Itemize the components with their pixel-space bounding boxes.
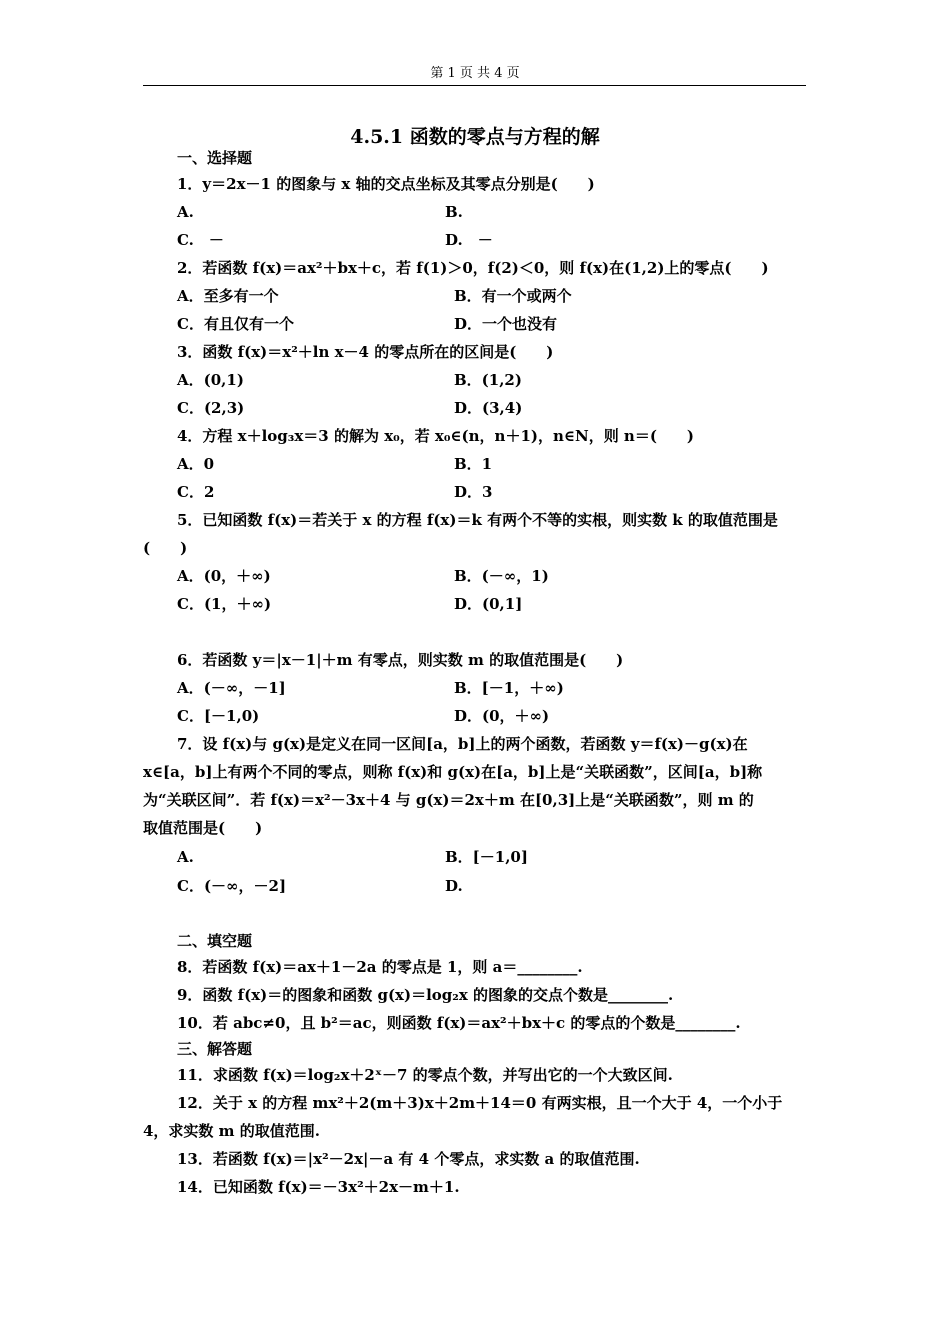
question-6-option-a: A．(－∞，－1]	[177, 679, 286, 697]
question-6-option-b: B．[－1，＋∞)	[454, 679, 564, 697]
question-1-option-b: B.	[445, 203, 463, 221]
question-10: 10．若 abc≠0，且 b²＝ac，则函数 f(x)＝ax²＋bx＋c 的零点的个数是________.	[177, 1014, 741, 1032]
section-heading-choice: 一、选择题	[177, 149, 253, 167]
question-4-stem: 4．方程 x＋log₃x＝3 的解为 x₀，若 x₀∈(n，n＋1)，n∈N，则 n＝( )	[177, 427, 695, 445]
question-7-stem-line-2: x∈[a，b]上有两个不同的零点，则称 f(x)和 g(x)在[a，b]上是“关联函数”，区间[a，b]称	[143, 763, 763, 781]
question-1-option-d: D. －	[445, 231, 493, 249]
question-7-option-c: C．(－∞，－2]	[177, 877, 287, 895]
question-12-line-2: 4，求实数 m 的取值范围.	[143, 1122, 320, 1140]
question-11: 11．求函数 f(x)＝log₂x＋2ˣ－7 的零点个数，并写出它的一个大致区间.	[177, 1066, 673, 1084]
question-12-line-1: 12．关于 x 的方程 mx²＋2(m＋3)x＋2m＋14＝0 有两实根，且一个大于 4，一个小于	[177, 1094, 783, 1112]
header-divider	[143, 85, 806, 86]
question-7-option-a: A.	[177, 848, 194, 866]
document-title: 4.5.1 函数的零点与方程的解	[350, 126, 600, 148]
question-2-option-c: C．有且仅有一个	[177, 315, 294, 333]
question-3-option-a: A．(0,1)	[177, 371, 244, 389]
question-4-option-b: B．1	[454, 455, 493, 473]
question-14: 14．已知函数 f(x)＝－3x²＋2x－m＋1.	[177, 1178, 460, 1196]
question-7-option-d: D.	[445, 877, 463, 895]
question-3-option-c: C．(2,3)	[177, 399, 245, 417]
question-3-stem: 3．函数 f(x)＝x²＋ln x－4 的零点所在的区间是( )	[177, 343, 554, 361]
question-7-stem-line-3: 为“关联区间”．若 f(x)＝x²－3x＋4 与 g(x)＝2x＋m 在[0,3]上是“关联函数”，则 m 的	[143, 791, 754, 809]
question-7-option-b: B．[－1,0]	[445, 848, 528, 866]
question-1-option-c: C. －	[177, 231, 224, 249]
question-5-stem-line-2: ( )	[143, 539, 188, 557]
question-5-option-a: A．(0，＋∞)	[177, 567, 271, 585]
question-3-option-d: D．(3,4)	[454, 399, 523, 417]
question-5-option-c: C．(1，＋∞)	[177, 595, 272, 613]
page-header: 第 1 页 共 4 页	[430, 66, 520, 81]
question-3-option-b: B．(1,2)	[454, 371, 522, 389]
question-5-option-d: D．(0,1]	[454, 595, 523, 613]
question-4-option-a: A．0	[177, 455, 215, 473]
question-5-stem-line-1: 5．已知函数 f(x)＝若关于 x 的方程 f(x)＝k 有两个不等的实根，则实数 k 的取值范围是	[177, 511, 778, 529]
section-heading-solve: 三、解答题	[177, 1040, 253, 1058]
section-heading-fill: 二、填空题	[177, 932, 253, 950]
question-6-option-c: C．[－1,0)	[177, 707, 260, 725]
question-13: 13．若函数 f(x)＝|x²－2x|－a 有 4 个零点，求实数 a 的取值范围.	[177, 1150, 640, 1168]
question-6-stem: 6．若函数 y＝|x－1|＋m 有零点，则实数 m 的取值范围是( )	[177, 651, 624, 669]
question-1-option-a: A.	[177, 203, 194, 221]
question-8: 8．若函数 f(x)＝ax＋1－2a 的零点是 1，则 a＝________.	[177, 958, 583, 976]
question-2-option-d: D．一个也没有	[454, 315, 558, 333]
question-7-stem-line-4: 取值范围是( )	[143, 819, 263, 837]
question-6-option-d: D．(0，＋∞)	[454, 707, 550, 725]
question-2-option-b: B．有一个或两个	[454, 287, 572, 305]
question-5-option-b: B．(－∞，1)	[454, 567, 549, 585]
question-4-option-c: C．2	[177, 483, 215, 501]
question-2-option-a: A．至多有一个	[177, 287, 279, 305]
question-2-stem: 2．若函数 f(x)＝ax²＋bx＋c，若 f(1)＞0，f(2)＜0，则 f(x)在(1,2)上的零点( )	[177, 259, 769, 277]
question-1-stem: 1．y＝2x－1 的图象与 x 轴的交点坐标及其零点分别是( )	[177, 175, 595, 193]
question-4-option-d: D．3	[454, 483, 493, 501]
question-7-stem-line-1: 7．设 f(x)与 g(x)是定义在同一区间[a，b]上的两个函数，若函数 y＝f(x)－g(x)在	[177, 735, 748, 753]
question-9: 9．函数 f(x)＝的图象和函数 g(x)＝log₂x 的图象的交点个数是________.	[177, 986, 674, 1004]
